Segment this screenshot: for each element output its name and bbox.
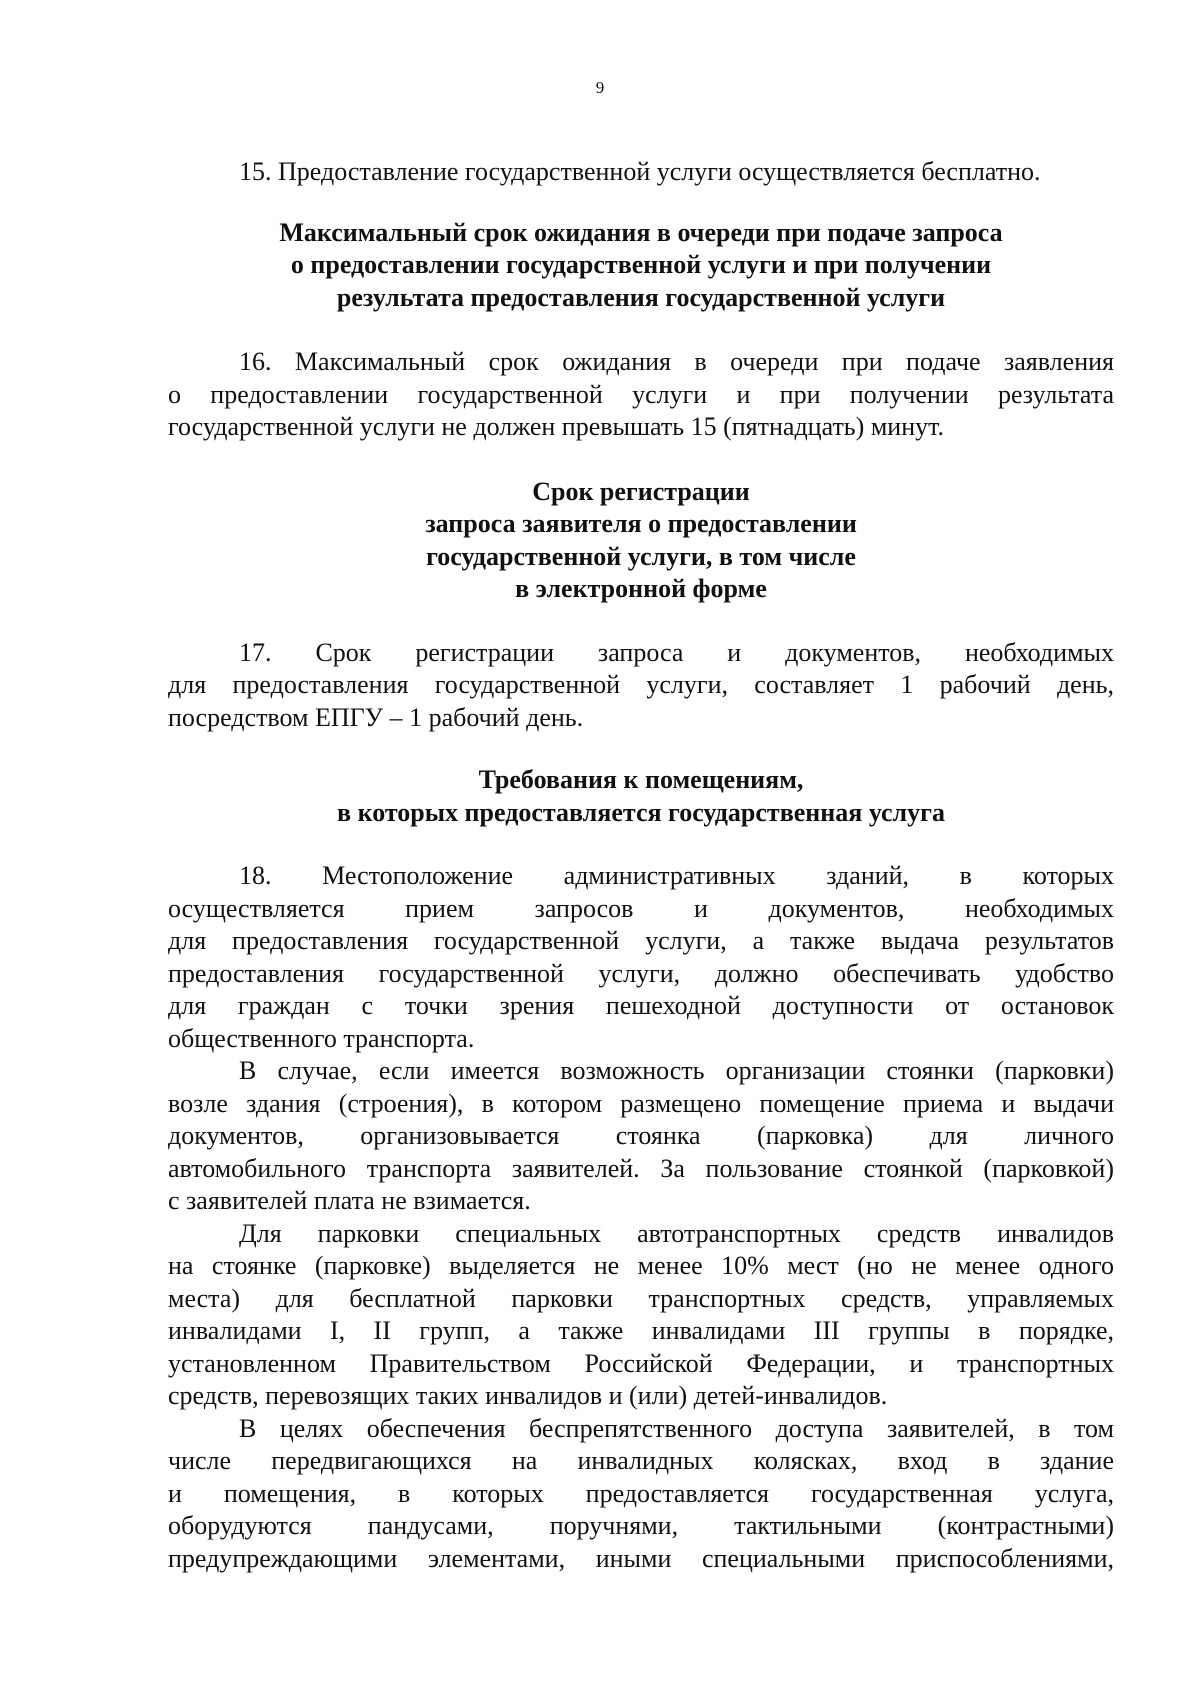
heading-line: Максимальный срок ожидания в очереди при подаче запроса bbox=[279, 217, 1003, 247]
paragraph-line: автомобильного транспорта заявителей. За пользование стоянкой (парковкой) bbox=[168, 1153, 1114, 1183]
paragraph-17 bbox=[168, 637, 1114, 735]
paragraph-16 bbox=[168, 346, 1114, 444]
paragraph-line: осуществляется прием запросов и документов, необходимых bbox=[168, 893, 1114, 923]
section-heading-premises bbox=[168, 764, 1114, 829]
paragraph-line: общественного транспорта. bbox=[168, 1023, 475, 1053]
heading-line: государственной услуги, в том числе bbox=[426, 541, 856, 571]
paragraph-18-parking bbox=[168, 1055, 1114, 1218]
section-heading-registration bbox=[168, 476, 1114, 606]
paragraph-line: В целях обеспечения беспрепятственного доступа заявителей, в том bbox=[239, 1413, 1114, 1443]
paragraph-line: 15. Предоставление государственной услуги осуществляется бесплатно. bbox=[239, 157, 1041, 186]
document-body bbox=[168, 156, 1114, 1575]
paragraph-line: документов, организовывается стоянка (парковка) для личного bbox=[168, 1121, 1114, 1150]
heading-line: результата предоставления государственной услуги bbox=[336, 282, 946, 312]
heading-line: запроса заявителя о предоставлении bbox=[425, 509, 857, 538]
paragraph-line: на стоянке (парковке) выделяется не менее 10% мест (но не менее одного bbox=[168, 1251, 1114, 1280]
paragraph-line: Для парковки специальных автотранспортных средств инвалидов bbox=[239, 1218, 1114, 1248]
paragraph-line: о предоставлении государственной услуги и при получении результата bbox=[168, 379, 1114, 409]
paragraph-line: для предоставления государственной услуги, составляет 1 рабочий день, bbox=[168, 670, 1114, 699]
paragraph-line: предоставления государственной услуги, должно обеспечивать удобство bbox=[168, 958, 1114, 988]
heading-line: Срок регистрации bbox=[532, 476, 750, 506]
page-number: 9 bbox=[595, 78, 605, 97]
paragraph-line: В случае, если имеется возможность организации стоянки (парковки) bbox=[239, 1056, 1114, 1085]
paragraph-line: средств, перевозящих таких инвалидов и (или) детей-инвалидов. bbox=[168, 1381, 888, 1410]
paragraph-line: инвалидами I, II групп, а также инвалидами III группы в порядке, bbox=[168, 1316, 1114, 1345]
paragraph-line: 18. Местоположение административных зданий, в которых bbox=[239, 861, 1114, 890]
heading-line: в электронной форме bbox=[515, 574, 767, 603]
heading-line: о предоставлении государственной услуги и при получении bbox=[290, 250, 992, 279]
paragraph-15 bbox=[168, 156, 1114, 189]
paragraph-line: предупреждающими элементами, иными специальными приспособлениями, bbox=[168, 1543, 1114, 1573]
paragraph-line: возле здания (строения), в котором размещено помещение приема и выдачи bbox=[168, 1088, 1114, 1118]
paragraph-line: 17. Срок регистрации запроса и документов, необходимых bbox=[239, 637, 1114, 667]
paragraph-line: посредством ЕПГУ – 1 рабочий день. bbox=[168, 702, 584, 732]
paragraph-line: для граждан с точки зрения пешеходной доступности от остановок bbox=[168, 991, 1114, 1020]
paragraph-line: с заявителей плата не взимается. bbox=[168, 1186, 531, 1215]
paragraph-line: установленном Правительством Российской Федерации, и транспортных bbox=[168, 1348, 1114, 1378]
heading-line: в которых предоставляется государственная услуга bbox=[337, 797, 945, 827]
paragraph-18-disabled-parking bbox=[168, 1218, 1114, 1413]
paragraph-line: оборудуются пандусами, поручнями, тактильными (контрастными) bbox=[168, 1511, 1114, 1540]
section-heading-max-wait bbox=[168, 217, 1114, 315]
paragraph-18-access bbox=[168, 1413, 1114, 1576]
paragraph-line: для предоставления государственной услуги, а также выдача результатов bbox=[168, 926, 1114, 955]
paragraph-line: и помещения, в которых предоставляется государственная услуга, bbox=[168, 1478, 1114, 1508]
paragraph-line: числе передвигающихся на инвалидных колясках, вход в здание bbox=[168, 1446, 1114, 1475]
paragraph-18 bbox=[168, 860, 1114, 1055]
heading-line: Требования к помещениям, bbox=[478, 765, 804, 794]
paragraph-line: места) для бесплатной парковки транспортных средств, управляемых bbox=[168, 1283, 1114, 1313]
paragraph-line: 16. Максимальный срок ожидания в очереди при подаче заявления bbox=[239, 347, 1114, 376]
paragraph-line: государственной услуги не должен превышать 15 (пятнадцать) минут. bbox=[168, 412, 945, 441]
